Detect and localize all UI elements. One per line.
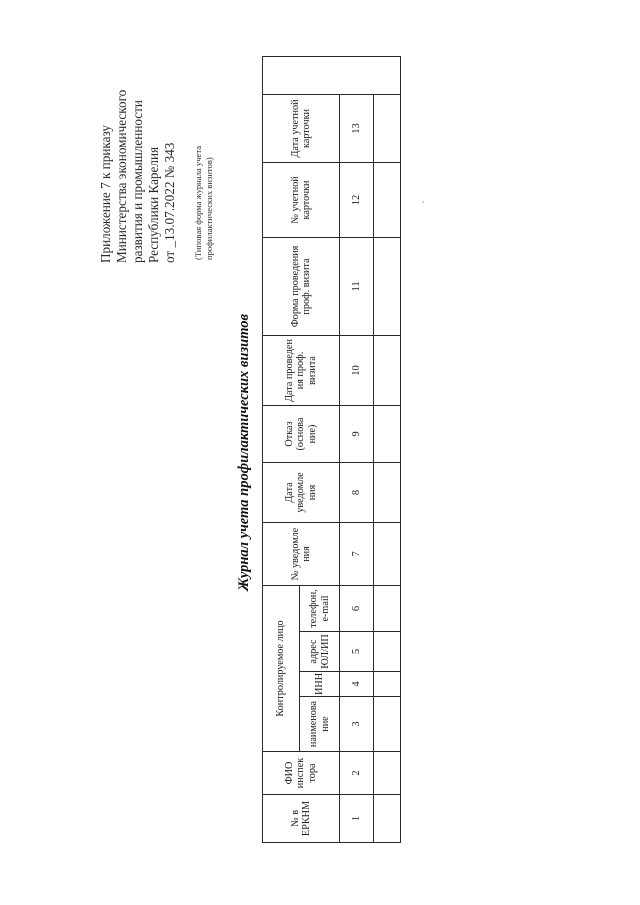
table-cell	[374, 405, 401, 462]
order-line: Республики Карелия	[146, 146, 161, 263]
table-cell	[374, 697, 401, 752]
column-number: 8	[340, 462, 374, 522]
header-cell: Форма проведения проф. визита	[263, 237, 340, 335]
header-cell: № уведомле ния	[263, 522, 340, 585]
order-line: Министерства экономического	[114, 89, 129, 263]
header-cell: Дата учетной карточки	[263, 94, 340, 162]
group-header-cell: Контролируемое лицо	[263, 585, 300, 751]
header-row	[263, 56, 300, 842]
empty-row	[374, 56, 401, 842]
blank-cell	[263, 56, 401, 94]
column-number: 11	[340, 237, 374, 335]
table-cell	[374, 752, 401, 795]
order-line: развития и промышленности	[130, 100, 145, 263]
column-number: 12	[340, 162, 374, 237]
column-number: 1	[340, 795, 374, 843]
order-reference	[98, 23, 178, 263]
column-number: 13	[340, 94, 374, 162]
column-number-row	[340, 56, 374, 842]
header-cell: Дата проведен ия проф. визита	[263, 335, 340, 405]
column-number: 6	[340, 585, 374, 631]
header-cell: № в ЕРКНМ	[263, 795, 340, 843]
header-cell: № учетной карточки	[263, 162, 340, 237]
table-cell	[374, 94, 401, 162]
note-line: профилактических визитов)	[203, 157, 214, 260]
column-number: 7	[340, 522, 374, 585]
journal-table	[262, 56, 401, 843]
header-cell: ИНН	[300, 672, 340, 697]
table-cell	[374, 162, 401, 237]
column-number: 2	[340, 752, 374, 795]
order-line: от _13.07.2022 № 343	[162, 142, 177, 263]
table-cell	[374, 672, 401, 697]
note-line: (Типовая форма журнала учета	[193, 145, 203, 260]
column-number: 3	[340, 697, 374, 752]
order-line: Приложение 7 к приказу	[98, 125, 113, 263]
table-cell	[374, 632, 401, 672]
table-cell	[374, 462, 401, 522]
form-type-note	[193, 10, 214, 260]
document-title: Журнал учета профилактических визитов	[236, 313, 252, 592]
table-cell	[374, 237, 401, 335]
header-cell: наименова ние	[300, 697, 340, 752]
column-number: 5	[340, 632, 374, 672]
header-cell: ФИО инспек тора	[263, 752, 340, 795]
table-cell	[374, 585, 401, 631]
scan-speck	[420, 195, 430, 205]
column-number: 10	[340, 335, 374, 405]
header-cell: адрес ЮЛ/ИП	[300, 632, 340, 672]
header-cell: телефон, e-mail	[300, 585, 340, 631]
header-cell: Дата уведомле ния	[263, 462, 340, 522]
table-cell	[374, 522, 401, 585]
table-cell	[374, 795, 401, 843]
table-cell	[374, 335, 401, 405]
header-cell: Отказ (основа ние)	[263, 405, 340, 462]
column-number: 4	[340, 672, 374, 697]
column-number: 9	[340, 405, 374, 462]
